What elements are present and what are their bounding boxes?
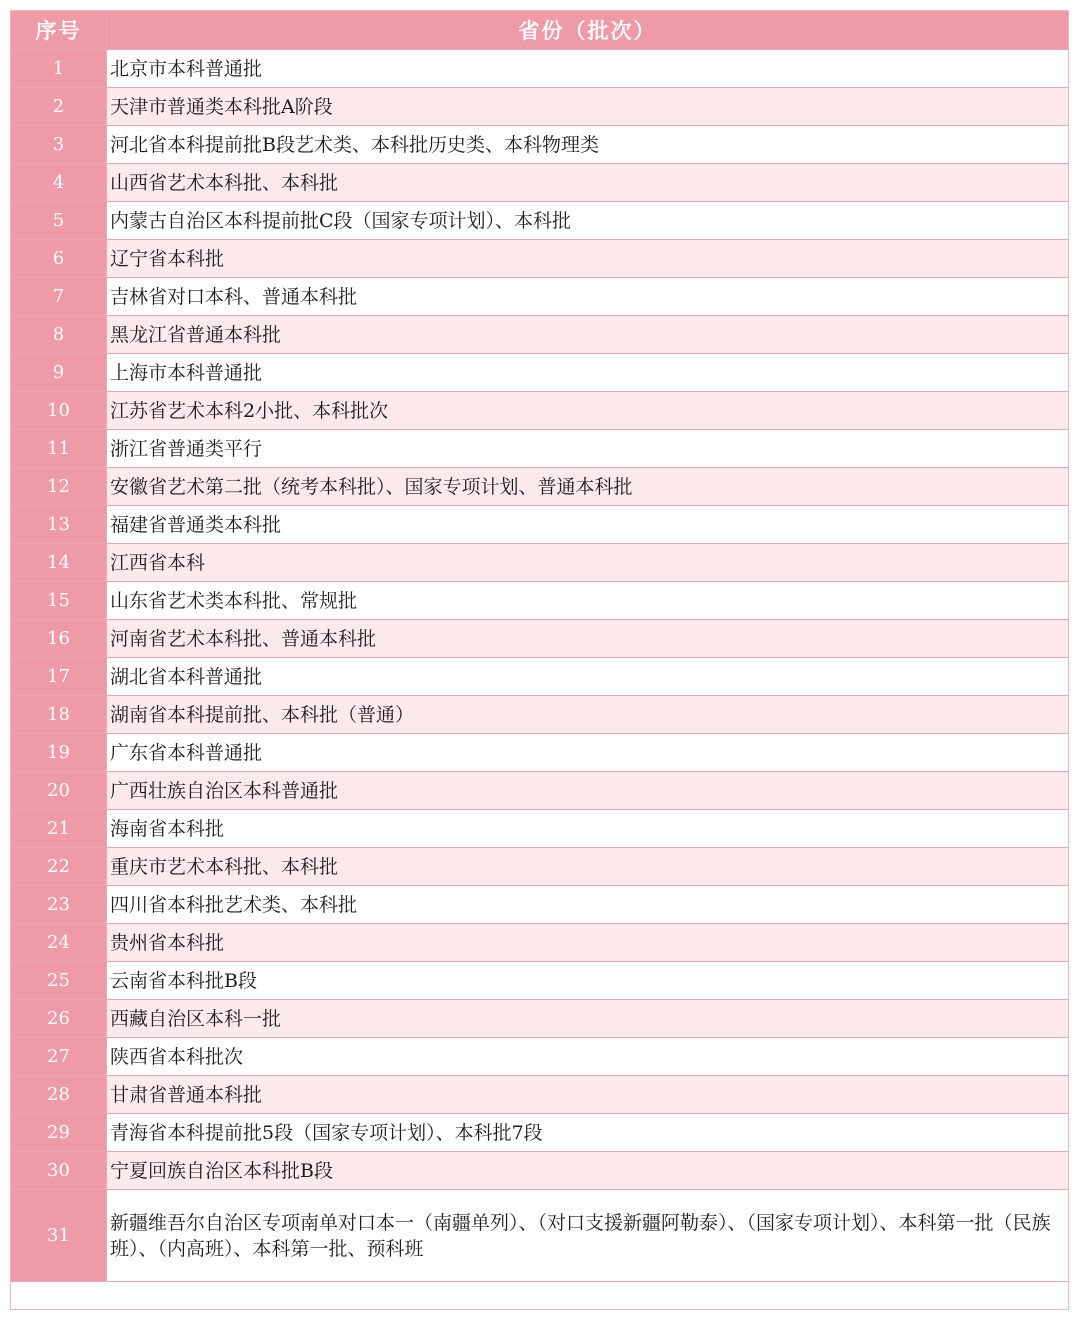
table-row (11, 886, 1069, 924)
row-number: 3 (11, 126, 107, 164)
row-number: 18 (11, 696, 107, 734)
row-province-batch: 广西壮族自治区本科普通批 (107, 772, 1069, 810)
row-province-batch: 四川省本科批艺术类、本科批 (107, 886, 1069, 924)
row-number: 14 (11, 544, 107, 582)
row-province-batch: 广东省本科普通批 (107, 734, 1069, 772)
row-number: 26 (11, 1000, 107, 1038)
row-province-batch: 陕西省本科批次 (107, 1038, 1069, 1076)
row-province-batch: 吉林省对口本科、普通本科批 (107, 278, 1069, 316)
row-number: 17 (11, 658, 107, 696)
table-row (11, 164, 1069, 202)
table-header-row (11, 11, 1069, 50)
row-number: 25 (11, 962, 107, 1000)
table-row (11, 1190, 1069, 1282)
table-row (11, 354, 1069, 392)
row-province-batch: 内蒙古自治区本科提前批C段（国家专项计划）、本科批 (107, 202, 1069, 240)
row-province-batch: 上海市本科普通批 (107, 354, 1069, 392)
row-province-batch: 甘肃省普通本科批 (107, 1076, 1069, 1114)
row-province-batch: 云南省本科批B段 (107, 962, 1069, 1000)
table-row (11, 430, 1069, 468)
row-province-batch: 江苏省艺术本科2小批、本科批次 (107, 392, 1069, 430)
table-row (11, 506, 1069, 544)
table-row (11, 126, 1069, 164)
row-number: 30 (11, 1152, 107, 1190)
row-province-batch: 天津市普通类本科批A阶段 (107, 88, 1069, 126)
table-row (11, 658, 1069, 696)
row-province-batch: 安徽省艺术第二批（统考本科批）、国家专项计划、普通本科批 (107, 468, 1069, 506)
row-number: 13 (11, 506, 107, 544)
row-province-batch: 浙江省普通类平行 (107, 430, 1069, 468)
row-number: 5 (11, 202, 107, 240)
table-row (11, 582, 1069, 620)
table-row (11, 810, 1069, 848)
table-row (11, 962, 1069, 1000)
row-province-batch: 海南省本科批 (107, 810, 1069, 848)
row-number: 19 (11, 734, 107, 772)
header-serial-number: 序号 (11, 11, 107, 50)
row-province-batch: 北京市本科普通批 (107, 50, 1069, 88)
table-row (11, 392, 1069, 430)
row-number: 16 (11, 620, 107, 658)
row-number: 2 (11, 88, 107, 126)
row-number: 11 (11, 430, 107, 468)
row-number: 12 (11, 468, 107, 506)
row-number: 21 (11, 810, 107, 848)
row-number: 15 (11, 582, 107, 620)
row-province-batch: 湖北省本科普通批 (107, 658, 1069, 696)
row-number: 27 (11, 1038, 107, 1076)
table-row (11, 1152, 1069, 1190)
row-number: 6 (11, 240, 107, 278)
table-row (11, 50, 1069, 88)
row-province-batch: 辽宁省本科批 (107, 240, 1069, 278)
admission-batch-table (10, 10, 1069, 1282)
row-number: 28 (11, 1076, 107, 1114)
row-number: 7 (11, 278, 107, 316)
row-province-batch: 河南省艺术本科批、普通本科批 (107, 620, 1069, 658)
row-number: 9 (11, 354, 107, 392)
row-province-batch: 山西省艺术本科批、本科批 (107, 164, 1069, 202)
table-row (11, 278, 1069, 316)
row-number: 24 (11, 924, 107, 962)
row-number: 1 (11, 50, 107, 88)
row-province-batch: 重庆市艺术本科批、本科批 (107, 848, 1069, 886)
table-row (11, 696, 1069, 734)
row-number: 22 (11, 848, 107, 886)
row-province-batch: 贵州省本科批 (107, 924, 1069, 962)
table-row (11, 734, 1069, 772)
row-province-batch: 山东省艺术类本科批、常规批 (107, 582, 1069, 620)
row-province-batch: 福建省普通类本科批 (107, 506, 1069, 544)
row-number: 23 (11, 886, 107, 924)
row-province-batch: 新疆维吾尔自治区专项南单对口本一（南疆单列）、（对口支援新疆阿勒泰）、（国家专项计划）、本科第一批（民族班）、（内高班）、本科第一批、预科班 (107, 1190, 1069, 1282)
header-province-batch: 省份（批次） (107, 11, 1069, 50)
table-body (11, 50, 1069, 1282)
row-province-batch: 河北省本科提前批B段艺术类、本科批历史类、本科物理类 (107, 126, 1069, 164)
table-row (11, 468, 1069, 506)
table-row (11, 202, 1069, 240)
row-number: 31 (11, 1190, 107, 1282)
row-province-batch: 西藏自治区本科一批 (107, 1000, 1069, 1038)
row-number: 20 (11, 772, 107, 810)
table-row (11, 1114, 1069, 1152)
table-row (11, 544, 1069, 582)
row-number: 29 (11, 1114, 107, 1152)
row-province-batch: 江西省本科 (107, 544, 1069, 582)
table-row (11, 772, 1069, 810)
table-row (11, 848, 1069, 886)
table-row (11, 620, 1069, 658)
row-province-batch: 湖南省本科提前批、本科批（普通） (107, 696, 1069, 734)
table-row (11, 240, 1069, 278)
row-province-batch: 黑龙江省普通本科批 (107, 316, 1069, 354)
row-number: 10 (11, 392, 107, 430)
table-row (11, 88, 1069, 126)
table-row (11, 1076, 1069, 1114)
table-row (11, 1000, 1069, 1038)
table-row (11, 1038, 1069, 1076)
row-province-batch: 宁夏回族自治区本科批B段 (107, 1152, 1069, 1190)
row-number: 4 (11, 164, 107, 202)
table-row (11, 924, 1069, 962)
row-province-batch: 青海省本科提前批5段（国家专项计划）、本科批7段 (107, 1114, 1069, 1152)
table-row (11, 316, 1069, 354)
row-number: 8 (11, 316, 107, 354)
